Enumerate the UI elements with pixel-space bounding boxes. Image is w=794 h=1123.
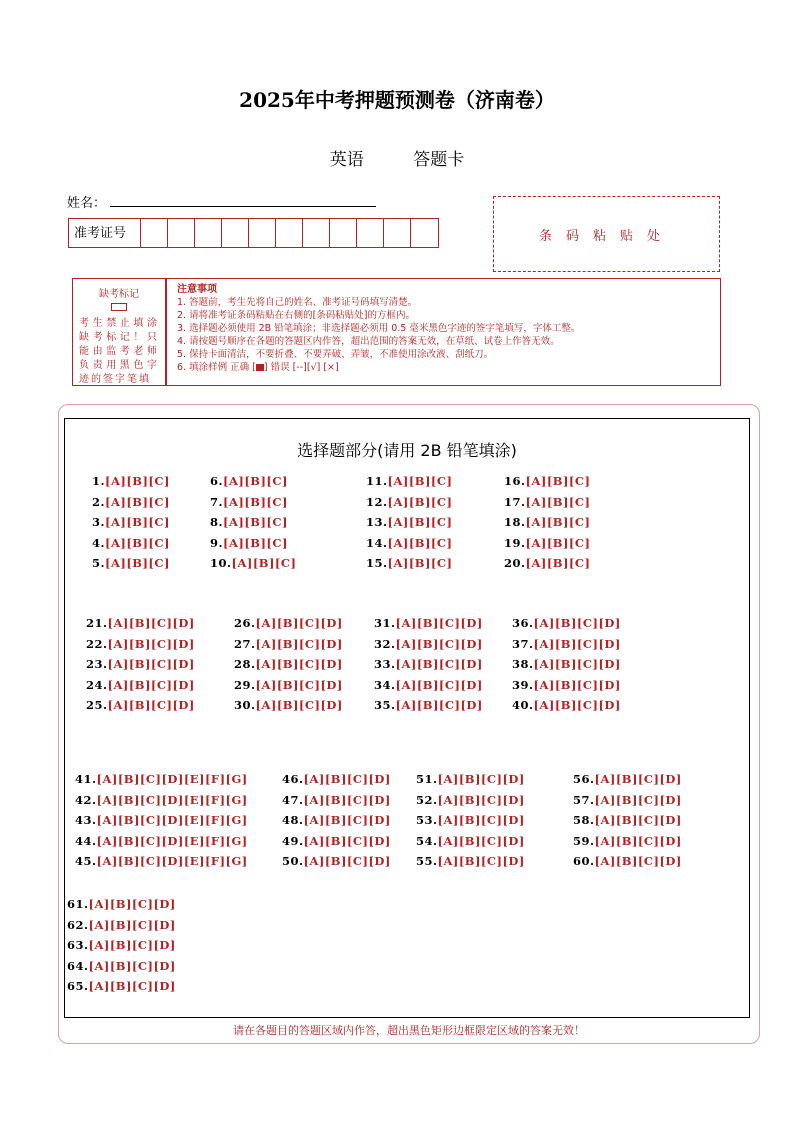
question-row [67,938,176,952]
question-row [512,698,621,712]
question-number: 30. [234,698,256,713]
answer-options[interactable]: [A][B][C] [105,474,170,488]
answer-options[interactable]: [A][B][C][D] [303,813,391,828]
answer-options[interactable]: [A][B][C][D] [395,616,483,630]
answer-options[interactable]: [A][B][C][D] [437,792,525,807]
question-row [75,772,248,786]
answer-options[interactable]: [A][B][C][D] [533,677,621,692]
question-number: 6. [210,474,224,488]
question-row [282,834,391,848]
question-row [573,772,682,786]
question-number: 62. [67,917,89,932]
answer-options[interactable]: [A][B][C] [105,515,170,530]
question-number: 23. [86,657,108,672]
question-number: 65. [67,979,89,994]
question-number: 20. [504,556,526,571]
answer-options[interactable]: [A][B][C] [525,535,591,550]
answer-options[interactable]: [A][B][C][D] [437,772,525,786]
question-row [210,515,288,529]
question-row [504,536,590,550]
question-row [573,854,682,868]
question-number: 51. [416,772,438,786]
answer-options[interactable]: [A][B][C][D] [533,616,621,630]
answer-options[interactable]: [A][B][C][D] [395,677,483,692]
question-number: 12. [366,494,388,509]
question-number: 19. [504,535,526,550]
answer-options[interactable]: [A][B][C] [223,494,288,509]
question-row [366,495,452,509]
question-number: 5. [92,556,106,571]
question-number: 52. [416,792,438,807]
question-number: 14. [366,535,388,550]
answer-options[interactable]: [A][B][C][D] [255,636,343,651]
answer-options[interactable]: [A][B][C] [223,474,288,488]
answer-options[interactable]: [A][B][C][D] [88,958,176,973]
answer-options[interactable]: [A][B][C][D] [88,979,176,994]
question-number: 29. [234,677,256,692]
answer-options[interactable]: [A][B][C][D] [255,677,343,692]
question-number: 17. [504,494,526,509]
notice-item: 4. 请按题号顺序在各题的答题区内作答，超出范围的答案无效，在草纸、试卷上作答无效。 [177,336,560,347]
footer-note: 请在各题目的答题区域内作答，超出黑色矩形边框限定区域的答案无效！ [233,1024,585,1037]
answer-options[interactable]: [A][B][C][D] [107,657,195,672]
answer-options[interactable]: [A][B][C] [387,515,453,530]
question-number: 9. [210,535,224,550]
question-number: 27. [234,636,256,651]
question-row [210,474,288,488]
notice-item: 3. 选择题必须使用 2B 铅笔填涂；非选择题必须用 0.5 毫米黑色字迹的签字笔填写，字体工整。 [177,323,581,334]
answer-options[interactable]: [A][B][C][D][E][F][G] [96,813,248,828]
question-number: 61. [67,897,89,911]
answer-options[interactable]: [A][B][C][D] [107,616,195,630]
answer-options[interactable]: [A][B][C][D] [594,813,682,828]
question-row [573,813,682,827]
answer-options[interactable]: [A][B][C][D] [533,657,621,672]
answer-options[interactable]: [A][B][C] [387,474,453,488]
answer-options[interactable]: [A][B][C][D] [107,698,195,713]
answer-options[interactable]: [A][B][C] [525,474,591,488]
answer-options[interactable]: [A][B][C] [525,556,591,571]
exam-number-cell[interactable] [303,219,330,247]
question-row [75,793,248,807]
question-number: 3. [92,515,106,530]
answer-options[interactable]: [A][B][C][D][E][F][G] [96,833,248,848]
answer-options[interactable]: [A][B][C] [387,556,453,571]
answer-options[interactable]: [A][B][C][D] [88,938,176,953]
question-row [512,678,621,692]
question-number: 64. [67,958,89,973]
question-row [92,495,170,509]
subject-label: 英语 [329,150,364,170]
question-row [573,834,682,848]
absent-text: 考生禁止填涂缺考标记！只能由监考老师负责用黑色字迹的签字笔填 [79,318,159,385]
question-number: 59. [573,833,595,848]
question-number: 21. [86,616,108,630]
question-number: 40. [512,698,534,713]
question-number: 47. [282,792,304,807]
subtitle [0,145,794,170]
question-number: 1. [92,474,106,488]
question-row [504,474,590,488]
question-row [416,834,525,848]
exam-number-cell[interactable] [168,219,195,247]
absent-checkbox[interactable] [111,303,127,311]
card-label: 答题卡 [413,150,465,170]
question-row [67,918,176,932]
question-row [512,637,621,651]
answer-options[interactable]: [A][B][C] [387,494,453,509]
answer-options[interactable]: [A][B][C][D][E][F][G] [96,772,248,786]
answer-options[interactable]: [A][B][C][D] [107,677,195,692]
answer-options[interactable]: [A][B][C][D] [395,698,483,713]
exam-number-cell[interactable] [222,219,249,247]
question-number: 32. [374,636,396,651]
answer-options[interactable]: [A][B][C] [223,515,288,530]
answer-options[interactable]: [A][B][C][D] [88,897,176,911]
exam-number-label: 准考证号 [69,219,141,247]
question-row [512,616,621,630]
question-number: 13. [366,515,388,530]
question-number: 35. [374,698,396,713]
question-row [282,772,391,786]
question-number: 24. [86,677,108,692]
section-title: 选择题部分(请用 2B 铅笔填涂) [297,441,517,460]
question-number: 45. [75,854,97,869]
question-number: 50. [282,854,304,869]
question-row [75,813,248,827]
answer-options[interactable]: [A][B][C][D] [395,657,483,672]
notice-item: 1. 答题前，考生先将自己的姓名、准考证号码填写清楚。 [177,297,418,308]
answer-options[interactable]: [A][B][C][D] [303,833,391,848]
question-row [75,834,248,848]
question-number: 55. [416,854,438,869]
question-number: 63. [67,938,89,953]
answer-options[interactable]: [A][B][C][D] [303,772,391,786]
answer-options[interactable]: [A][B][C][D] [437,833,525,848]
question-number: 4. [92,535,106,550]
question-number: 34. [374,677,396,692]
name-label: 姓名： [67,196,107,211]
absent-title: 缺考标记 [99,289,139,300]
question-number: 22. [86,636,108,651]
answer-options[interactable]: [A][B][C][D] [533,698,621,713]
question-row [416,772,525,786]
question-row [504,515,590,529]
exam-number-cell[interactable] [330,219,357,247]
answer-options[interactable]: [A][B][C][D] [594,854,682,869]
answer-options[interactable]: [A][B][C] [105,535,170,550]
question-number: 53. [416,813,438,828]
question-row [374,616,483,630]
exam-number-cell[interactable] [276,219,303,247]
question-number: 43. [75,813,97,828]
question-row [86,678,195,692]
question-number: 38. [512,657,534,672]
question-number: 8. [210,515,224,530]
question-row [86,616,195,630]
question-row [92,515,170,529]
question-number: 10. [210,556,232,571]
question-row [504,495,590,509]
question-number: 15. [366,556,388,571]
question-row [75,854,248,868]
question-row [92,536,170,550]
answer-options[interactable]: [A][B][C][D] [395,636,483,651]
question-row [67,897,176,911]
notice-title: 注意事项 [177,284,217,295]
question-number: 49. [282,833,304,848]
question-row [366,474,452,488]
question-row [282,854,391,868]
answer-options[interactable]: [A][B][C][D] [533,636,621,651]
question-number: 33. [374,657,396,672]
question-row [210,536,288,550]
exam-number-cell[interactable] [411,219,438,247]
question-number: 44. [75,833,97,848]
answer-options[interactable]: [A][B][C][D] [255,616,343,630]
question-row [67,979,176,993]
answer-options[interactable]: [A][B][C][D] [107,636,195,651]
question-row [374,698,483,712]
question-number: 46. [282,772,304,786]
page-title: 2025年中考押题预测卷（济南卷） [239,88,555,112]
question-number: 56. [573,772,595,786]
question-number: 37. [512,636,534,651]
question-row [234,637,343,651]
answer-options[interactable]: [A][B][C][D] [437,854,525,869]
question-number: 2. [92,494,106,509]
question-row [86,698,195,712]
question-row [234,678,343,692]
question-number: 18. [504,515,526,530]
exam-number-box [68,218,439,248]
answer-options[interactable]: [A][B][C] [387,535,453,550]
question-row [234,698,343,712]
sample-correct-text: 6. 填涂样例 正确 [ [177,362,256,373]
question-row [86,637,195,651]
notice-item-sample [177,361,710,374]
barcode-area [493,196,720,272]
question-number: 58. [573,813,595,828]
question-row [92,556,170,570]
question-number: 7. [210,494,224,509]
question-row [210,556,296,570]
question-row [366,536,452,550]
question-row [67,959,176,973]
answer-options[interactable]: [A][B][C][D][E][F][G] [96,854,248,869]
question-number: 54. [416,833,438,848]
question-row [416,793,525,807]
question-row [210,495,288,509]
question-row [512,657,621,671]
answer-options[interactable]: [A][B][C][D] [303,792,391,807]
answer-options[interactable]: [A][B][C][D] [303,854,391,869]
question-row [416,813,525,827]
exam-number-cell[interactable] [384,219,411,247]
question-row [374,657,483,671]
question-row [234,616,343,630]
answer-options[interactable]: [A][B][C][D] [88,917,176,932]
question-row [374,637,483,651]
question-row [282,793,391,807]
question-number: 25. [86,698,108,713]
answer-options[interactable]: [A][B][C] [525,515,591,530]
answer-options[interactable]: [A][B][C] [105,556,170,571]
answer-options[interactable]: [A][B][C] [525,494,591,509]
answer-options[interactable]: [A][B][C][D] [255,657,343,672]
question-row [573,793,682,807]
exam-number-cell[interactable] [141,219,168,247]
notice-item: 2. 请将准考证条码粘贴在右侧的[条码粘贴处]的方框内。 [177,310,415,321]
question-row [374,678,483,692]
question-row [282,813,391,827]
exam-number-cell[interactable] [357,219,384,247]
question-row [234,657,343,671]
notice-box [166,278,721,386]
question-number: 11. [366,474,388,488]
question-number: 26. [234,616,256,630]
question-row [416,854,525,868]
question-number: 60. [573,854,595,869]
sample-wrong-text: ] 错误 [--][√] [×] [263,362,339,373]
question-number: 57. [573,792,595,807]
answer-options[interactable]: [A][B][C][D] [594,772,682,786]
question-number: 39. [512,677,534,692]
answer-options[interactable]: [A][B][C][D] [594,833,682,848]
name-field[interactable] [110,206,376,207]
question-number: 31. [374,616,396,630]
barcode-label: 条码粘贴处 [538,228,674,244]
question-number: 36. [512,616,534,630]
answer-options[interactable]: [A][B][C][D] [437,813,525,828]
question-number: 28. [234,657,256,672]
question-row [366,515,452,529]
question-number: 42. [75,792,97,807]
answer-options[interactable]: [A][B][C][D] [594,792,682,807]
question-row [86,657,195,671]
answer-options[interactable]: [A][B][C] [231,556,297,571]
absent-mark-box [72,278,166,386]
notice-item: 5. 保持卡面清洁，不要折叠、不要弄破、弄皱，不准使用涂改液、刮纸刀。 [177,349,494,360]
question-number: 16. [504,474,526,488]
answer-options[interactable]: [A][B][C][D][E][F][G] [96,792,248,807]
exam-number-cell[interactable] [195,219,222,247]
question-row [92,474,170,488]
answer-options[interactable]: [A][B][C][D] [255,698,343,713]
answer-options[interactable]: [A][B][C] [223,535,288,550]
question-row [504,556,590,570]
answer-options[interactable]: [A][B][C] [105,494,170,509]
exam-number-cell[interactable] [249,219,276,247]
question-number: 41. [75,772,97,786]
question-number: 48. [282,813,304,828]
question-row [366,556,452,570]
filled-box-icon [256,364,264,371]
